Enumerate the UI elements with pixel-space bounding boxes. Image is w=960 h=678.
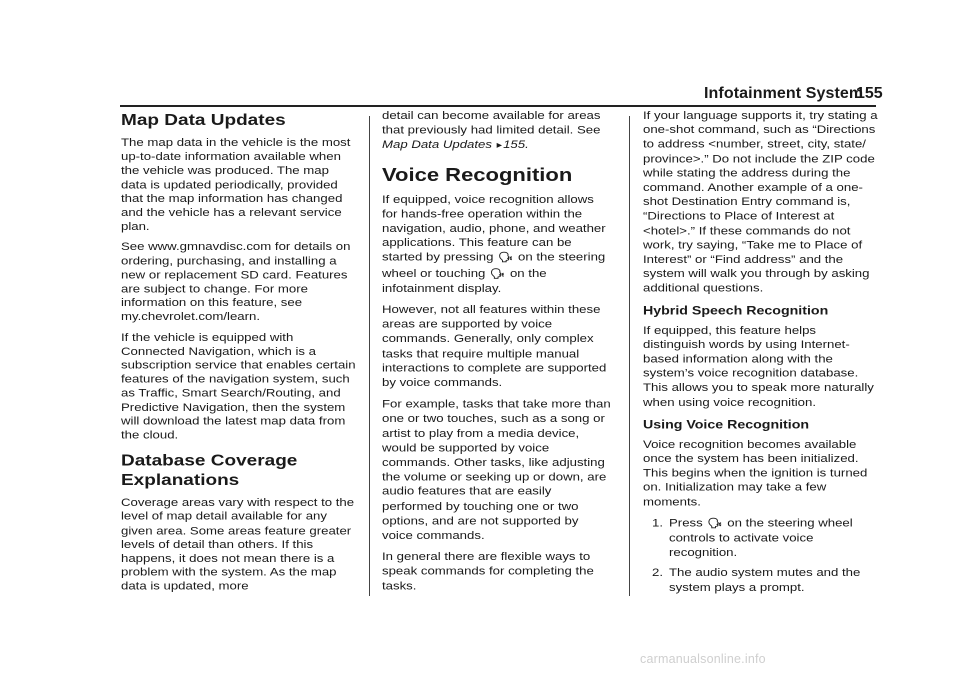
column-divider: [629, 116, 630, 596]
list-item: [643, 565, 879, 594]
paragraph: Voice recognition becomes available once the system has been initialized. This begins when the ignition is turned on. Initialization may take a few moments.: [643, 437, 868, 508]
section-title: Infotainment System: [704, 85, 864, 102]
voice-recognition-icon: 🗣: [498, 251, 514, 264]
paragraph-text: on the steering wheel or touching: [382, 250, 606, 279]
list-item: [643, 516, 879, 560]
paragraph: However, not all features within these areas are supported by voice commands. Generally, only complex tasks that require multiple manual interactions to complete are supported by voice commands.: [382, 303, 607, 389]
paragraph: In general there are flexible ways to speak commands for completing the tasks.: [382, 550, 594, 592]
paragraph-text: If equipped, voice recognition allows for hands-free operation within the navigation, audio, phone, and weather applications. This feature can be started by pressing: [382, 192, 606, 264]
heading-database-coverage: Database Coverage Explanations: [121, 452, 298, 490]
step-text: [669, 516, 879, 560]
column-3: [643, 108, 879, 600]
step-number: 2.: [652, 566, 663, 579]
paragraph: The map data in the vehicle is the most up-to-date information available when the vehicle was produced. The map data is updated periodically, provided that the map information has changed and the vehicle has a relevant service plan.: [121, 136, 351, 233]
voice-recognition-icon: 🗣: [490, 267, 506, 279]
heading-hybrid-speech: Hybrid Speech Recognition: [643, 304, 829, 318]
paragraph: [382, 192, 612, 296]
column-2: [382, 108, 612, 600]
step-text-part: Press: [669, 516, 703, 529]
step-number: 1.: [652, 516, 663, 529]
column-1: [121, 108, 357, 600]
heading-using-voice: Using Voice Recognition: [643, 418, 810, 432]
paragraph: Coverage areas vary with respect to the level of map detail available for any given area. Some areas feature greater levels of detail than others. If this happens, it does not mean there is a problem with the system. As the map data is updated, more: [121, 496, 355, 593]
paragraph: For example, tasks that take more than one or two touches, such as a song or artist to play from a media device, would be supported by voice commands. Other tasks, like adjusting the volume or seeking up or down, are audio features that are easily performed by touching one or two options, and are not supported by voice commands.: [382, 397, 611, 542]
step-text: The audio system mutes and the system plays a prompt.: [669, 566, 861, 594]
steps-list: [643, 516, 879, 595]
heading-map-data-updates: Map Data Updates: [121, 112, 286, 130]
voice-recognition-icon: 🗣: [707, 517, 723, 529]
column-divider: [369, 116, 370, 596]
cross-reference-link[interactable]: Map Data Updates: [382, 138, 492, 151]
paragraph: If your language supports it, try stating a one-shot command, such as “Directions to address <number, street, city, state/ province>.” Do not include the ZIP code while stating the address during the command. Another example of a one-shot Destination Entry command is, “Directions to Place of Interest at <hotel>.” If these commands do not work, try saying, “Take me to Place of Interest” or “Find address” and the system will walk you through by asking additional questions.: [643, 108, 878, 295]
header-rule: [120, 105, 876, 107]
cross-reference-page[interactable]: 155.: [503, 138, 529, 151]
paragraph: [382, 108, 612, 153]
watermark: carmanualsonline.info: [640, 652, 766, 666]
paragraph: If the vehicle is equipped with Connected Navigation, which is a subscription service that enables certain features of the navigation system, such as Traffic, Smart Search/Routing, and Predictive Navigation, then the system will download the latest map data from the cloud.: [121, 331, 356, 441]
paragraph: If equipped, this feature helps distinguish words by using Internet-based information along with the system’s voice recognition database. This allows you to speak more naturally when using voice recognition.: [643, 323, 874, 409]
page-reference-icon: ▸: [496, 138, 503, 151]
paragraph: See www.gmnavdisc.com for details on ordering, purchasing, and installing a new or replacement SD card. Features are subject to change. For more information on this feature, see my.chevrolet.com/learn.: [121, 240, 351, 323]
step-text-part: on the steering wheel controls to activate voice recognition.: [669, 516, 853, 559]
paragraph-text: detail can become available for areas that previously had limited detail. See: [382, 108, 601, 137]
page-number: 155: [856, 85, 883, 102]
heading-voice-recognition: Voice Recognition: [382, 163, 573, 185]
paragraph-text: on the infotainment display.: [382, 266, 547, 295]
